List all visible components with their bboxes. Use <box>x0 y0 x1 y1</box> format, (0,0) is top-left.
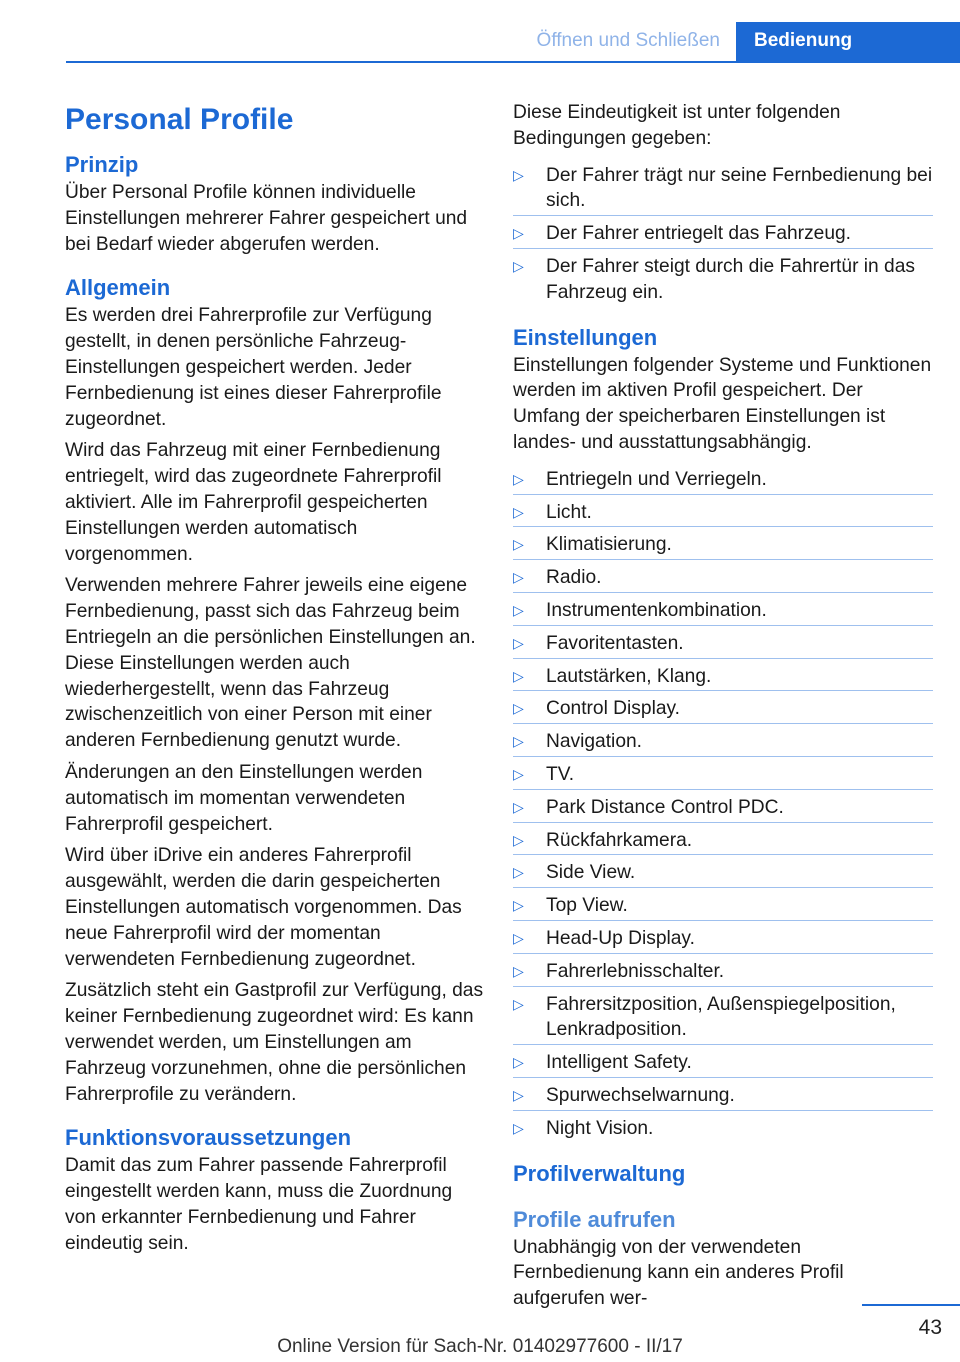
header-rule <box>66 61 960 63</box>
list-item-text: Night Vision. <box>546 1117 654 1139</box>
list-item <box>513 462 933 494</box>
page-number-rule <box>862 1304 960 1306</box>
list-item-text: Spurwechselwarnung. <box>546 1084 735 1106</box>
heading-prinzip: Prinzip <box>65 152 139 177</box>
prinzip-text: Über Personal Profile können individuelle Einstellungen mehrerer Fahrer gespeichert und bei Bedarf wieder abgerufen werden. <box>65 182 468 255</box>
list-item-text: Der Fahrer entriegelt das Fahrzeug. <box>546 223 852 245</box>
list-item-text: Side View. <box>546 862 636 884</box>
triangle-bullet-icon: ▷ <box>513 929 524 946</box>
allgemein-paragraph-1: Es werden drei Fahrerprofile zur Verfügung gestellt, in denen persönliche Fahrzeug-Einstellungen gespeichert werden. Jeder Fernbedienung ist eines dieser Fahrerprofile zugeordnet. <box>65 305 442 430</box>
list-item <box>513 1044 933 1077</box>
triangle-bullet-icon: ▷ <box>513 798 524 815</box>
heading-einstellungen: Einstellungen <box>513 324 658 350</box>
left-column <box>65 100 485 1262</box>
list-item-text: Entriegeln und Verriegeln. <box>546 468 767 490</box>
list-item-text: Der Fahrer trägt nur seine Fernbedienung bei sich. <box>546 164 933 212</box>
list-item <box>513 756 933 789</box>
list-item-text: Control Display. <box>546 698 681 720</box>
allgemein-paragraph-6: Zusätzlich steht ein Gastprofil zur Verfügung, das keiner Fernbedienung zugeordnet wird: Es kann verwendet werden, um Einstellungen am Fahrzeug vorzunehmen, ohne die persönlichen Fahrerprofile zu verändern. <box>65 980 484 1105</box>
list-item-text: Rückfahrkamera. <box>546 829 693 851</box>
list-item <box>513 1110 933 1143</box>
list-item <box>513 625 933 658</box>
list-item <box>513 658 933 691</box>
triangle-bullet-icon: ▷ <box>513 634 524 651</box>
list-item-text: Fahrerlebnisschalter. <box>546 960 725 982</box>
triangle-bullet-icon: ▷ <box>513 1119 524 1136</box>
list-item <box>513 1077 933 1110</box>
triangle-bullet-icon: ▷ <box>513 700 524 717</box>
list-item-text: Intelligent Safety. <box>546 1052 692 1074</box>
triangle-bullet-icon: ▷ <box>513 765 524 782</box>
footer-text: Online Version für Sach-Nr. 01402977600 - II/17 <box>277 1336 683 1357</box>
list-item-text: Instrumentenkombination. <box>546 599 767 621</box>
list-item <box>513 494 933 527</box>
list-item <box>513 822 933 855</box>
allgemein-paragraph-3: Verwenden mehrere Fahrer jeweils eine eigene Fernbedienung, passt sich das Fahrzeug beim Entriegeln an die persönlichen Einstellungen an. Diese Einstellungen werden auch wiederhergestellt, wenn das Fahrzeug zwischenzeitlich von einer Person mit einer anderen Fernbedienung genutzt wurde. <box>65 575 476 752</box>
triangle-bullet-icon: ▷ <box>513 503 524 520</box>
list-item <box>513 854 933 887</box>
verwaltung-text: Unabhängig von der verwendeten Fernbedienung kann ein anderes Profil aufgerufen wer- <box>513 1236 844 1310</box>
heading-profilverwaltung: Profilverwaltung <box>513 1160 686 1186</box>
list-item-text: TV. <box>546 763 575 785</box>
page-number: 43 <box>918 1316 942 1339</box>
triangle-bullet-icon: ▷ <box>513 962 524 979</box>
list-item <box>513 986 933 1045</box>
list-item-text: Licht. <box>546 501 592 523</box>
triangle-bullet-icon: ▷ <box>513 166 524 183</box>
list-item <box>513 920 933 953</box>
heading-funktionsvoraussetzungen: Funktionsvoraussetzungen <box>65 1125 352 1151</box>
list-item-text: Park Distance Control PDC. <box>546 796 784 818</box>
list-item <box>513 158 933 216</box>
list-item <box>513 526 933 559</box>
einstellungen-text: Einstellungen folgender Systeme und Funktionen werden im aktiven Profil gespeichert. Der Umfang der speicherbaren Einstellungen ist landes- und ausstattungsabhängig. <box>513 354 932 453</box>
list-item <box>513 592 933 625</box>
list-item <box>513 559 933 592</box>
header-chapter-tab: Bedienung <box>736 22 960 63</box>
list-item-text: Der Fahrer steigt durch die Fahrertür in das Fahrzeug ein. <box>546 255 915 303</box>
list-item-text: Fahrersitzposition, Außenspiegelposition, Lenkradposition. <box>546 993 896 1041</box>
heading-allgemein: Allgemein <box>65 275 171 301</box>
triangle-bullet-icon: ▷ <box>513 831 524 848</box>
list-item-text: Navigation. <box>546 731 642 753</box>
triangle-bullet-icon: ▷ <box>513 225 524 242</box>
allgemein-paragraph-2: Wird das Fahrzeug mit einer Fernbedienung entriegelt, wird das zugeordnete Fahrerprofil aktiviert. Alle im Fahrerprofil gespeicherten Einstellungen werden automatisch vorgenommen. <box>65 440 442 565</box>
subheading-profile-aufrufen: Profile aufrufen <box>513 1206 676 1232</box>
list-item <box>513 789 933 822</box>
list-item-text: Lautstärken, Klang. <box>546 665 712 687</box>
settings-list <box>513 462 933 1143</box>
triangle-bullet-icon: ▷ <box>513 1086 524 1103</box>
list-item-text: Klimatisierung. <box>546 534 672 556</box>
triangle-bullet-icon: ▷ <box>513 667 524 684</box>
allgemein-paragraph-5: Wird über iDrive ein anderes Fahrerprofil ausgewählt, werden die darin gespeicherten Einstellungen automatisch vorgenommen. Das neue Fahrerprofil wird der momentan verwendeten Fernbedienung zugeordnet. <box>65 845 462 970</box>
triangle-bullet-icon: ▷ <box>513 601 524 618</box>
triangle-bullet-icon: ▷ <box>513 536 524 553</box>
list-item <box>513 887 933 920</box>
list-item-text: Favoritentasten. <box>546 632 684 654</box>
triangle-bullet-icon: ▷ <box>513 864 524 881</box>
list-item <box>513 248 933 307</box>
funktion-text: Damit das zum Fahrer passende Fahrerprofil eingestellt werden kann, muss die Zuordnung von erkannter Fernbedienung und Fahrer eindeutig sein. <box>65 1155 453 1254</box>
triangle-bullet-icon: ▷ <box>513 995 524 1012</box>
condition-list <box>513 158 933 307</box>
list-item-text: Radio. <box>546 567 602 589</box>
triangle-bullet-icon: ▷ <box>513 733 524 750</box>
list-item-text: Head-Up Display. <box>546 927 695 949</box>
triangle-bullet-icon: ▷ <box>513 897 524 914</box>
list-item <box>513 723 933 756</box>
right-column <box>513 100 933 1318</box>
list-item <box>513 215 933 248</box>
triangle-bullet-icon: ▷ <box>513 1054 524 1071</box>
header-section-label: Öffnen und Schließen <box>536 30 720 51</box>
triangle-bullet-icon: ▷ <box>513 569 524 586</box>
funktion-continued: Diese Eindeutigkeit ist unter folgenden Bedingungen gegeben: <box>513 102 841 149</box>
triangle-bullet-icon: ▷ <box>513 470 524 487</box>
list-item <box>513 690 933 723</box>
allgemein-paragraph-4: Änderungen an den Einstellungen werden automatisch im momentan verwendeten Fahrerprofil gespeichert. <box>65 761 423 835</box>
list-item <box>513 953 933 986</box>
page-title: Personal Profile <box>65 103 294 136</box>
triangle-bullet-icon: ▷ <box>513 257 524 274</box>
list-item-text: Top View. <box>546 895 628 917</box>
